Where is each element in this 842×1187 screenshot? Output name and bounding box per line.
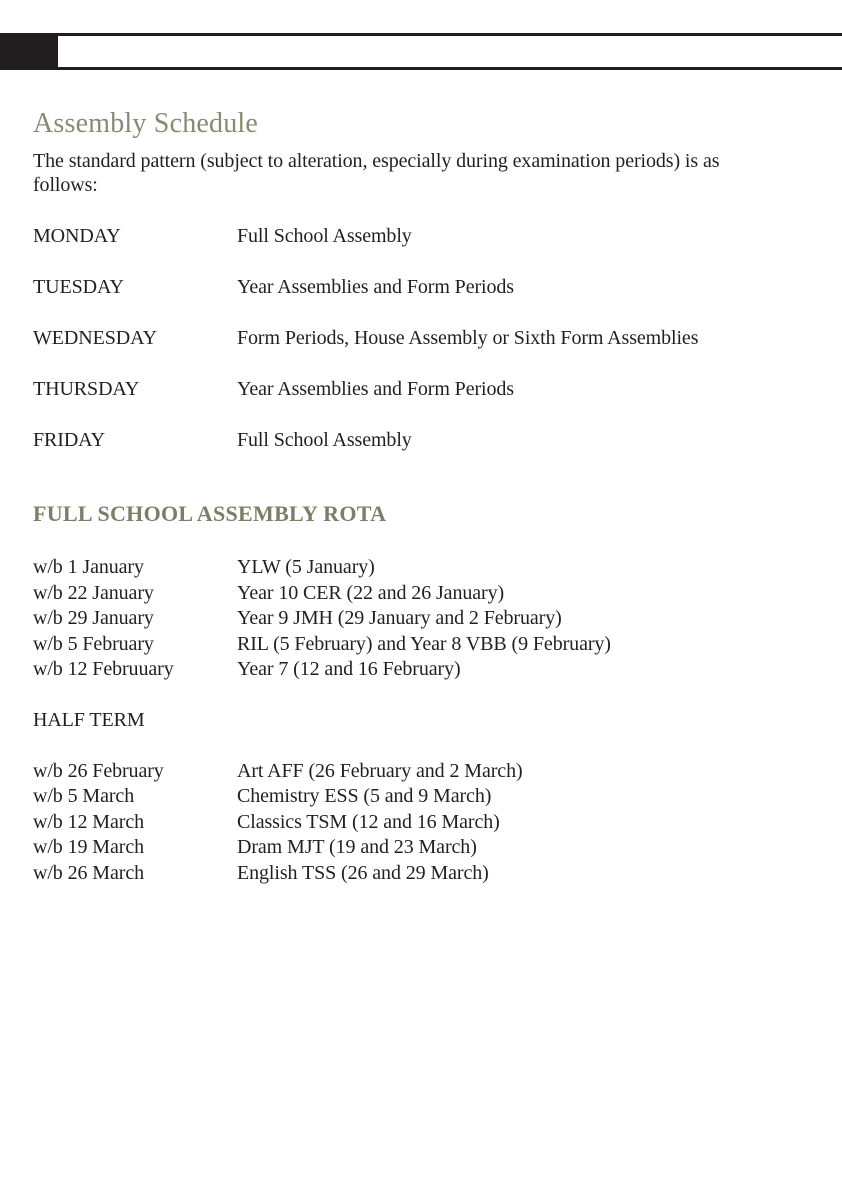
day-label: TUESDAY (33, 276, 124, 298)
rota-assembly: Year 7 (12 and 16 February) (237, 658, 461, 680)
day-activity: Form Periods, House Assembly or Sixth Form Assemblies (237, 327, 699, 349)
rota-assembly: YLW (5 January) (237, 556, 375, 578)
rota-assembly: Year 9 JMH (29 January and 2 February) (237, 607, 562, 629)
rota-week: w/b 29 January (33, 607, 154, 629)
rota-assembly: Year 10 CER (22 and 26 January) (237, 581, 505, 604)
day-activity: Full School Assembly (237, 225, 412, 247)
rota-assembly: Classics TSM (12 and 16 March) (237, 810, 500, 833)
page-title: Assembly Schedule (33, 108, 259, 139)
rota-heading: FULL SCHOOL ASSEMBLY ROTA (33, 501, 387, 526)
page-content (0, 110, 842, 886)
rota-week: w/b 1 January (33, 556, 144, 578)
rota-week: w/b 22 January (33, 581, 154, 604)
rota-assembly: Dram MJT (19 and 23 March) (237, 836, 477, 858)
rota-assembly: RIL (5 February) and Year 8 VBB (9 February) (237, 632, 611, 655)
rota-week: w/b 26 March (33, 861, 144, 884)
rota-week: w/b 12 March (33, 810, 144, 833)
day-label: MONDAY (33, 225, 121, 247)
weekly-pattern-table (33, 224, 810, 452)
page-header-band (0, 33, 842, 70)
rota-assembly: Art AFF (26 February and 2 March) (237, 759, 523, 782)
rota-assembly: English TSS (26 and 29 March) (237, 861, 489, 884)
day-activity: Year Assemblies and Form Periods (237, 378, 514, 400)
rota-week: w/b 26 February (33, 759, 164, 782)
header-corner-block (0, 33, 58, 70)
rota-week: w/b 5 March (33, 785, 135, 807)
day-label: THURSDAY (33, 378, 140, 400)
rota-table-second-half (33, 759, 810, 887)
intro-paragraph: The standard pattern (subject to alteration, especially during examination periods) is as follows: (33, 150, 720, 196)
rota-assembly: Chemistry ESS (5 and 9 March) (237, 785, 492, 807)
rota-week: w/b 5 February (33, 632, 154, 655)
rota-week: w/b 19 March (33, 836, 144, 858)
rota-table-first-half (33, 555, 810, 683)
rota-week: w/b 12 Februuary (33, 658, 174, 680)
day-activity: Full School Assembly (237, 429, 412, 451)
day-label: FRIDAY (33, 429, 106, 451)
half-term-label: HALF TERM (33, 708, 145, 731)
day-activity: Year Assemblies and Form Periods (237, 276, 514, 298)
day-label: WEDNESDAY (33, 327, 157, 349)
